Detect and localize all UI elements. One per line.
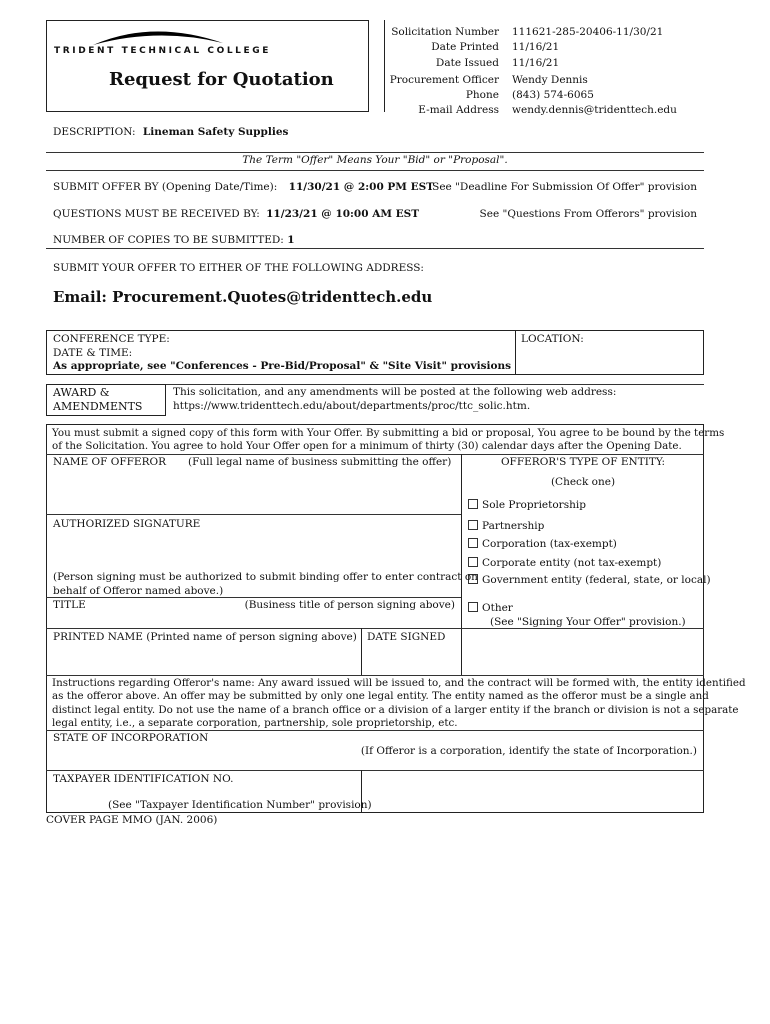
- instructions-line: as the offeror above. An offer may be submitted by only one legal entity. The entity named as the offeror must be a single and: [52, 690, 709, 703]
- header-divider: [384, 20, 385, 112]
- college-logo: [53, 23, 263, 63]
- entity-option-label: Corporation (tax-exempt): [482, 538, 617, 550]
- title-field[interactable]: [48, 613, 458, 626]
- award-label-line: AWARD &: [53, 386, 110, 399]
- conference-date-label: DATE & TIME:: [53, 347, 133, 359]
- submit-offer-value: 11/30/21 @ 2:00 PM EST: [288, 181, 434, 193]
- state-label: STATE OF INCORPORATION: [53, 732, 209, 744]
- header-title-box: [46, 20, 369, 112]
- description-row: [53, 126, 288, 138]
- offeror-name-hint: (Full legal name of business submitting the offer): [188, 456, 452, 468]
- title-hint: (Business title of person signing above): [244, 599, 455, 611]
- signature-note: [53, 570, 478, 598]
- procurement-officer: Wendy Dennis: [512, 73, 588, 86]
- date-signed-field[interactable]: [364, 645, 458, 673]
- form-intro-line: You must submit a signed copy of this form with Your Offer. By submitting a bid or proposal, You agree to be bound by the terms: [52, 427, 725, 439]
- award-text: [173, 386, 616, 413]
- entity-type-label: OFFEROR'S TYPE OF ENTITY:: [500, 456, 666, 468]
- taxpayer-field[interactable]: [48, 787, 358, 797]
- printed-name-field[interactable]: [48, 645, 358, 673]
- check-one-label: (Check one): [550, 476, 616, 488]
- questions-note: See "Questions From Offerors" provision: [479, 208, 697, 220]
- info-label: Solicitation Number: [391, 26, 499, 38]
- divider: [46, 170, 704, 171]
- solicitation-number: 111621-285-20406-11/30/21: [512, 26, 664, 38]
- submit-address-label: SUBMIT YOUR OFFER TO EITHER OF THE FOLLOWING ADDRESS:: [53, 262, 424, 274]
- offeror-name-field[interactable]: [48, 470, 458, 512]
- award-url[interactable]: https://www.tridenttech.edu/about/departments/proc/ttc_solic.htm.: [173, 399, 531, 412]
- description-label: DESCRIPTION:: [53, 126, 136, 138]
- conference-note: As appropriate, see "Conferences - Pre-Bid/Proposal" & "Site Visit" provisions: [53, 360, 512, 372]
- divider: [46, 597, 461, 598]
- description-value: Lineman Safety Supplies: [142, 126, 289, 138]
- form-intro-line: of the Solicitation. You agree to hold Your Offer open for a minimum of thirty (30) calendar days after the Opening Date.: [52, 440, 682, 452]
- submit-offer-row: [53, 181, 434, 193]
- checkbox[interactable]: [468, 538, 478, 548]
- award-text-line: This solicitation, and any amendments will be posted at the following web address:: [173, 386, 617, 398]
- instructions-line: legal entity, i.e., a separate corporation, partnership, sole proprietorship, etc.: [52, 716, 458, 729]
- conference-location-label: LOCATION:: [521, 333, 584, 345]
- divider: [46, 514, 461, 515]
- page-title: Request for Quotation: [109, 69, 334, 90]
- entity-option-label: Sole Proprietorship: [482, 499, 586, 511]
- info-label: Procurement Officer: [389, 73, 499, 86]
- entity-option-label: Partnership: [482, 520, 545, 532]
- header-info-labels: [388, 25, 499, 119]
- signature-note-line: behalf of Offeror named above.): [53, 585, 224, 597]
- entity-option-sole[interactable]: [468, 499, 586, 511]
- divider: [46, 628, 704, 629]
- entity-option-corporate[interactable]: [468, 557, 661, 569]
- signing-note: (See "Signing Your Offer" provision.): [490, 616, 686, 628]
- copies-value: 1: [287, 234, 295, 246]
- entity-option-government[interactable]: [468, 574, 711, 586]
- title-label: TITLE: [53, 599, 86, 611]
- signature-note-line: (Person signing must be authorized to submit binding offer to enter contract on: [53, 571, 478, 583]
- entity-option-label: Government entity (federal, state, or local): [482, 574, 711, 586]
- entity-option-corporation[interactable]: [468, 538, 617, 550]
- date-issued: 11/16/21: [512, 56, 560, 69]
- entity-option-label: Corporate entity (not tax-exempt): [482, 557, 662, 569]
- offeror-name-label: NAME OF OFFEROR: [53, 456, 167, 468]
- entity-option-partnership[interactable]: [468, 520, 544, 532]
- footer-code: COVER PAGE MMO (JAN. 2006): [46, 814, 218, 826]
- conference-divider: [515, 330, 516, 375]
- divider: [46, 675, 704, 676]
- info-label: E-mail Address: [418, 104, 499, 117]
- award-label: [53, 386, 142, 414]
- instructions-line: Instructions regarding Offeror's name: Any award issued will be issued to, and the contract will be formed with, the entity identified: [52, 677, 746, 689]
- divider: [46, 152, 704, 153]
- copies-label: NUMBER OF COPIES TO BE SUBMITTED:: [53, 234, 284, 246]
- divider: [46, 248, 704, 249]
- date-signed-label: DATE SIGNED: [367, 631, 446, 643]
- officer-phone: (843) 574-6065: [512, 89, 594, 102]
- form-intro: [52, 427, 724, 453]
- questions-label: QUESTIONS MUST BE RECEIVED BY:: [53, 208, 260, 220]
- submit-offer-label: SUBMIT OFFER BY (Opening Date/Time):: [53, 181, 278, 193]
- checkbox[interactable]: [468, 520, 478, 530]
- printed-name-label: PRINTED NAME (Printed name of person signing above): [53, 631, 357, 643]
- checkbox[interactable]: [468, 557, 478, 567]
- instructions: [52, 677, 746, 730]
- submit-offer-note: See "Deadline For Submission Of Offer" provision: [432, 181, 697, 193]
- questions-value: 11/23/21 @ 10:00 AM EST: [266, 208, 420, 220]
- checkbox[interactable]: [468, 602, 478, 612]
- info-label: Date Issued: [435, 56, 499, 69]
- copies-row: [53, 234, 295, 246]
- divider: [46, 730, 704, 731]
- award-top-line: [166, 384, 704, 385]
- printed-name-divider: [361, 628, 362, 675]
- award-label-line: AMENDMENTS: [53, 400, 143, 413]
- conference-type-label: CONFERENCE TYPE:: [53, 333, 170, 345]
- taxpayer-label: TAXPAYER IDENTIFICATION NO.: [53, 773, 234, 785]
- date-printed: 11/16/21: [512, 41, 560, 54]
- entity-option-label: Other: [482, 602, 513, 614]
- questions-row: [53, 208, 419, 220]
- entity-option-other[interactable]: [468, 602, 513, 614]
- info-label: Date Printed: [431, 41, 499, 54]
- state-hint: (If Offeror is a corporation, identify the state of Incorporation.): [360, 745, 697, 757]
- taxpayer-hint: (See "Taxpayer Identification Number" provision): [108, 799, 372, 811]
- divider: [46, 770, 704, 771]
- officer-email[interactable]: wendy.dennis@tridenttech.edu: [512, 104, 677, 117]
- signature-field[interactable]: [48, 532, 458, 568]
- header-info-values: [512, 25, 677, 119]
- logo-text: TRIDENT TECHNICAL COLLEGE: [54, 46, 271, 56]
- checkbox[interactable]: [468, 499, 478, 509]
- divider: [46, 454, 704, 455]
- signature-label: AUTHORIZED SIGNATURE: [53, 518, 201, 530]
- state-field[interactable]: [48, 758, 702, 768]
- term-note: The Term "Offer" Means Your "Bid" or "Proposal".: [242, 154, 508, 166]
- info-label: Phone: [465, 89, 499, 102]
- instructions-line: distinct legal entity. Do not use the name of a branch office or a division of a larger entity if the branch or division is not a separate: [52, 703, 739, 716]
- submission-email[interactable]: Email: Procurement.Quotes@tridenttech.edu: [53, 288, 433, 306]
